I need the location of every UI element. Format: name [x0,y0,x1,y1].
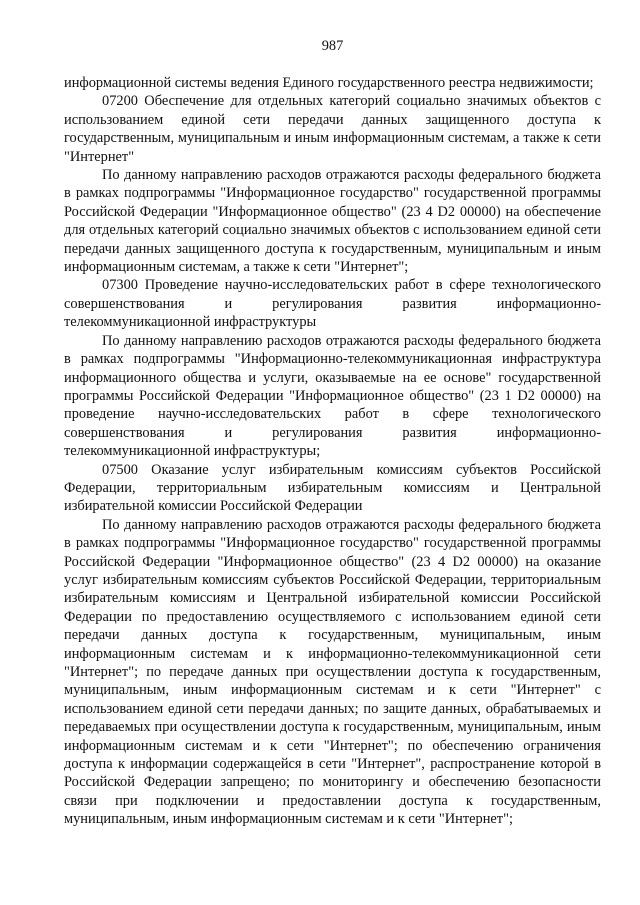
document-page [64,38,601,829]
paragraph-body-07300: По данному направлению расходов отражаются расходы федерального бюджета в рамках подпрограммы "Информационно-телекоммуникационная инфраструктура информационного общества и услуги, оказываемые на ее основе" государственной программы Российской Федерации "Информационное общество" (23 1 D2 00000) на проведение научно-исследовательских работ в сфере технологического совершенствования и регулирования развития информационно-телекоммуникационной инфраструктуры; [64,332,601,460]
paragraph-heading-07500: 07500 Оказание услуг избирательным комиссиям субъектов Российской Федерации, территориальным избирательным комиссиям и Центральной избирательной комиссии Российской Федерации [64,461,601,515]
page-number: 987 [321,38,344,54]
paragraph-body-07200: По данному направлению расходов отражаются расходы федерального бюджета в рамках подпрограммы "Информационное государство" государственной программы Российской Федерации "Информационное общество" (23 4 D2 00000) на обеспечение для отдельных категорий социально значимых объектов с использованием единой сети передачи данных защищенного доступа к государственным, муниципальным и иным информационным системам, а также к сети "Интернет"; [64,167,601,276]
paragraph-heading-07200: 07200 Обеспечение для отдельных категорий социально значимых объектов с использованием единой сети передачи данных защищенного доступа к государственным, муниципальным и иным информационным системам, а также к сети "Интернет" [64,93,601,165]
paragraph-heading-07300: 07300 Проведение научно-исследовательских работ в сфере технологического совершенствования и регулирования развития информационно-телекоммуникационной инфраструктуры [64,277,601,331]
paragraph-body-07500: По данному направлению расходов отражаются расходы федерального бюджета в рамках подпрограммы "Информационное государство" государственной программы Российской Федерации "Информационное общество" (23 4 D2 00000) на оказание услуг избирательным комиссиям субъектов Российской Федерации, территориальным избирательным комиссиям и Центральной избирательной комиссии Российской Федерации по предоставлению осуществляемого с использованием единой сети передачи данных доступа к государственным, муниципальным, иным информационным системам и к информационно-телекоммуникационной сети "Интернет"; по передаче данных при осуществлении доступа к государственным, муниципальным, иным информационным системам и к сети "Интернет" с использованием единой сети передачи данных; по защите данных, обрабатываемых и передаваемых при осуществлении доступа к государственным, муниципальным, иным информационным системам и к сети "Интернет"; по обеспечению ограничения доступа к информации содержащейся в сети "Интернет", распространение которой в Российской Федерации запрещено; по мониторингу и обеспечению безопасности связи при подключении и предоставлении доступа к государственным, муниципальным, иным информационным системам и к сети "Интернет"; [64,516,601,828]
paragraph-continuation: информационной системы ведения Единого государственного реестра недвижимости; [64,75,594,91]
